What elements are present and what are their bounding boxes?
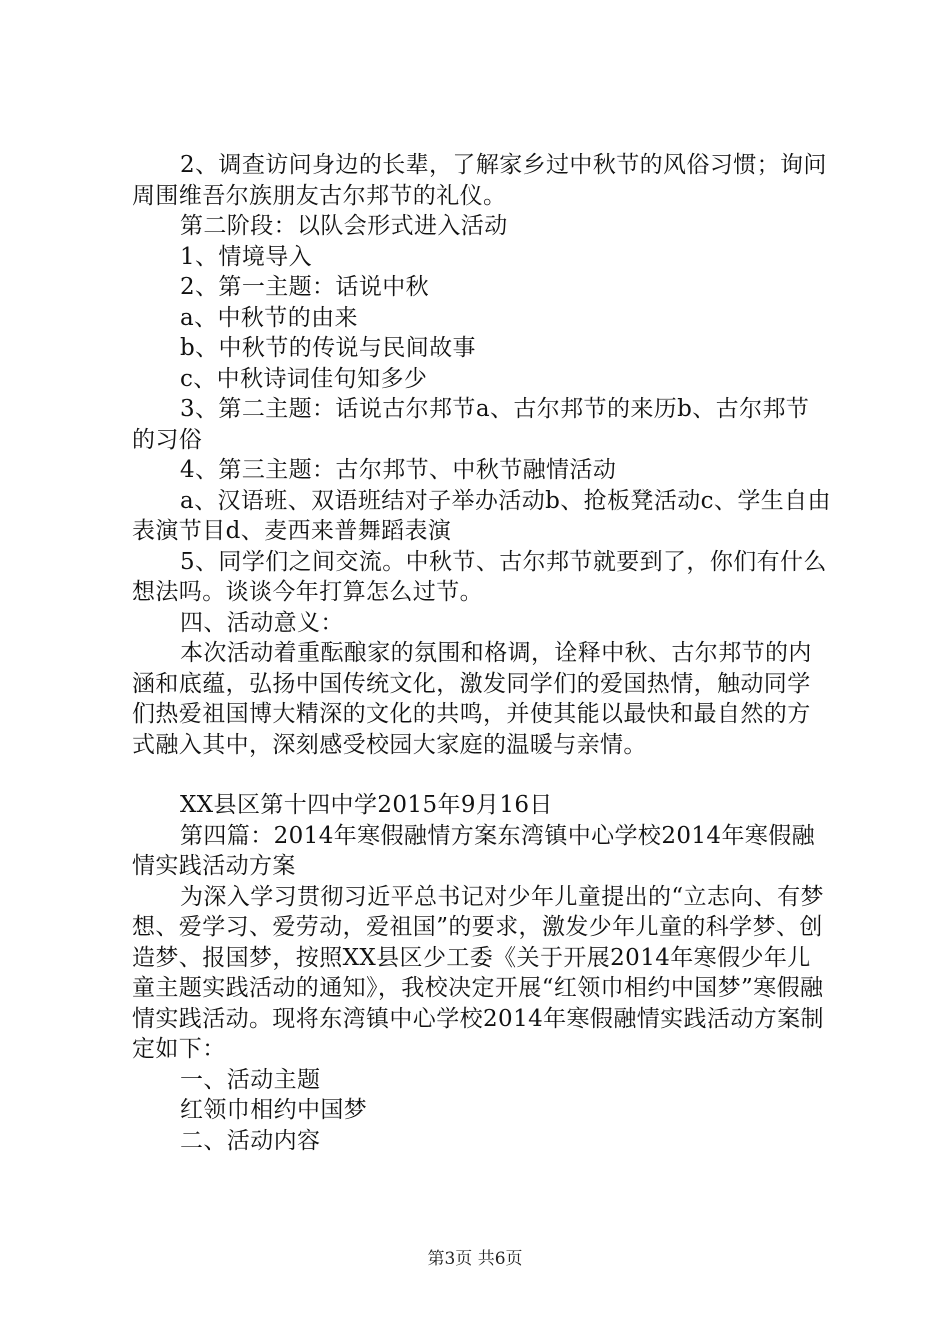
paragraph-item-c: c、中秋诗词佳句知多少 (180, 365, 428, 392)
paragraph-section-two: 二、活动内容 (180, 1127, 321, 1154)
paragraph-item-a: a、中秋节的由来 (180, 304, 358, 331)
paragraph-exchange: 5、同学们之间交流。中秋节、古尔邦节就要到了，你们有什么想法吗。谈谈今年打算怎么过节。 (132, 548, 827, 605)
paragraph-survey: 2、调查访问身边的长辈，了解家乡过中秋节的风俗习惯；询问周围维吾尔族朋友古尔邦节的礼仪。 (132, 152, 827, 209)
page-number-footer: 第3页 共6页 (427, 1249, 523, 1269)
paragraph-purpose: 为深入学习贯彻习近平总书记对少年儿童提出的“立志向、有梦想、爱学习、爱劳动，爱祖国”的要求，激发少年儿童的科学梦、创造梦、报国梦，按照XX县区少工委《关于开展2014年寒假少年儿童主题实践活动的通知》，我校决定开展“红领巾相约中国梦”寒假融情实践活动。现将东湾镇中心学校2014年寒假融情实践活动方案制定如下： (132, 883, 824, 1062)
paragraph-fourth-title: 第四篇：2014年寒假融情方案东湾镇中心学校2014年寒假融情实践活动方案 (132, 822, 816, 879)
paragraph-theme-text: 红领巾相约中国梦 (180, 1097, 368, 1123)
paragraph-theme-one: 2、第一主题：话说中秋 (180, 274, 430, 300)
paragraph-theme-three: 4、第三主题：古尔邦节、中秋节融情活动 (180, 457, 617, 483)
document-body (132, 150, 832, 1156)
paragraph-significance-heading: 四、活动意义： (180, 609, 344, 636)
paragraph-intro: 1、情境导入 (180, 243, 313, 270)
paragraph-theme-two: 3、第二主题：话说古尔邦节a、古尔邦节的来历b、古尔邦节的习俗 (132, 396, 810, 453)
paragraph-gap (132, 760, 832, 790)
paragraph-item-b: b、中秋节的传说与民间故事 (180, 335, 476, 361)
paragraph-stage-two: 第二阶段：以队会形式进入活动 (180, 213, 508, 239)
paragraph-activities: a、汉语班、双语班结对子举办活动b、抢板凳活动c、学生自由表演节目d、麦西来普舞蹈表演 (132, 487, 831, 544)
paragraph-signature-date: XX县区第十四中学2015年9月16日 (180, 792, 553, 818)
paragraph-significance: 本次活动着重酝酿家的氛围和格调，诠释中秋、古尔邦节的内涵和底蕴，弘扬中国传统文化，激发同学们的爱国热情，触动同学们热爱祖国博大精深的文化的共鸣，并使其能以最快和最自然的方式融入其中，深刻感受校园大家庭的温暖与亲情。 (132, 640, 812, 758)
paragraph-section-one: 一、活动主题 (180, 1066, 321, 1093)
